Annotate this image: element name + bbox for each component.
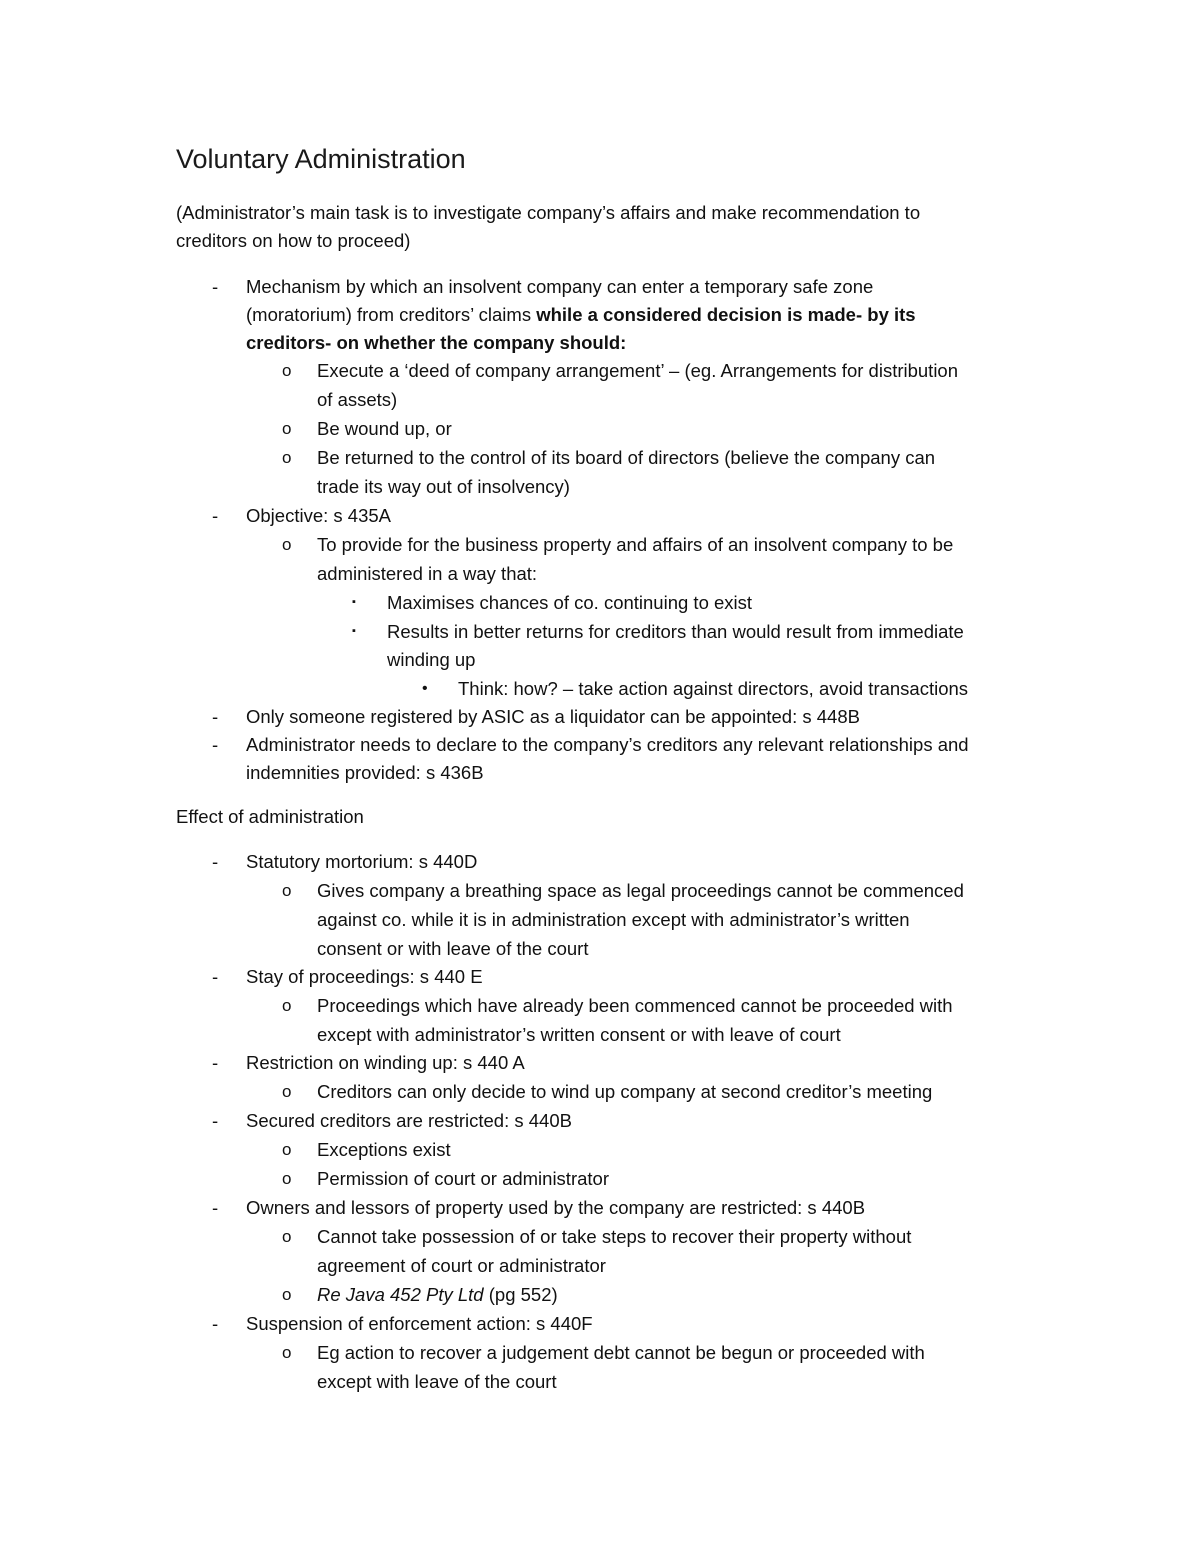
case-citation [317, 1280, 558, 1309]
sub-sub-item: Results in better returns for creditors than would result from immediate [387, 621, 964, 642]
circle-bullet: o [282, 419, 292, 438]
dash-bullet: - [212, 851, 219, 872]
list-item: Objective: s 435A [246, 505, 391, 526]
case-page-ref: (pg 552) [483, 1284, 558, 1305]
dash-bullet: - [212, 966, 219, 987]
square-bullet: ▪ [352, 596, 356, 608]
circle-bullet: o [282, 448, 292, 467]
sub-item-continuation: except with leave of the court [317, 1371, 557, 1392]
list-item: Owners and lessors of property used by the company are restricted: s 440B [246, 1197, 866, 1218]
sub-item: Gives company a breathing space as legal proceedings cannot be commenced [317, 880, 964, 901]
list-item: Administrator needs to declare to the company’s creditors any relevant relationships and [246, 734, 969, 755]
list-item: Only someone registered by ASIC as a liquidator can be appointed: s 448B [246, 706, 860, 727]
section-heading: Effect of administration [176, 806, 364, 827]
circle-bullet: o [282, 1140, 292, 1159]
circle-bullet: o [282, 881, 292, 900]
circle-bullet: o [282, 1082, 292, 1101]
dash-bullet: - [212, 1052, 219, 1073]
dot-bullet: • [422, 680, 428, 697]
intro-line: creditors on how to proceed) [176, 230, 411, 251]
circle-bullet: o [282, 996, 292, 1015]
sub-item: Exceptions exist [317, 1139, 451, 1160]
sub-sub-item: Maximises chances of co. continuing to exist [387, 592, 753, 613]
dash-bullet: - [212, 276, 219, 297]
note-item: Think: how? – take action against directors, avoid transactions [458, 678, 969, 699]
circle-bullet: o [282, 535, 292, 554]
circle-bullet: o [282, 1227, 292, 1246]
list-item-continuation: (moratorium) from creditors’ claims while a considered decision is made- by its [246, 304, 916, 325]
sub-item: Permission of court or administrator [317, 1168, 609, 1189]
sub-item: Eg action to recover a judgement debt cannot be begun or proceeded with [317, 1342, 925, 1363]
circle-bullet: o [282, 361, 292, 380]
sub-item: Creditors can only decide to wind up company at second creditor’s meeting [317, 1081, 933, 1102]
sub-item-continuation: administered in a way that: [317, 563, 538, 584]
sub-item: Proceedings which have already been commenced cannot be proceeded with [317, 995, 953, 1016]
intro-line: (Administrator’s main task is to investigate company’s affairs and make recommendation to [176, 202, 921, 223]
sub-item: Be returned to the control of its board of directors (believe the company can [317, 447, 936, 468]
dash-bullet: - [212, 1313, 219, 1334]
list-item-continuation: indemnities provided: s 436B [246, 762, 484, 783]
sub-item-continuation: consent or with leave of the court [317, 938, 589, 959]
list-item-continuation: creditors- on whether the company should: [246, 332, 627, 353]
sub-item: Cannot take possession of or take steps to recover their property without [317, 1226, 912, 1247]
dash-bullet: - [212, 1110, 219, 1131]
sub-item-continuation: against co. while it is in administration except with administrator’s written [317, 909, 910, 930]
sub-item-continuation: of assets) [317, 389, 398, 410]
sub-sub-item-continuation: winding up [387, 649, 476, 670]
page-title: Voluntary Administration [176, 144, 466, 174]
sub-item-continuation: trade its way out of insolvency) [317, 476, 570, 497]
circle-bullet: o [282, 1169, 292, 1188]
list-item: Suspension of enforcement action: s 440F [246, 1313, 593, 1334]
sub-item: Execute a ‘deed of company arrangement’ – (eg. Arrangements for distribution [317, 360, 959, 381]
sub-item-continuation: except with administrator’s written consent or with leave of court [317, 1024, 841, 1045]
sub-item: Be wound up, or [317, 418, 452, 439]
circle-bullet: o [282, 1343, 292, 1362]
dash-bullet: - [212, 505, 219, 526]
case-name: Re Java 452 Pty Ltd [317, 1284, 484, 1305]
list-item: Statutory mortorium: s 440D [246, 851, 478, 872]
dash-bullet: - [212, 706, 219, 727]
circle-bullet: o [282, 1285, 292, 1304]
square-bullet: ▪ [352, 625, 356, 637]
sub-item: To provide for the business property and affairs of an insolvent company to be [317, 534, 954, 555]
sub-item-continuation: agreement of court or administrator [317, 1255, 606, 1276]
list-item: Restriction on winding up: s 440 A [246, 1052, 525, 1073]
list-item: Mechanism by which an insolvent company can enter a temporary safe zone [246, 276, 874, 297]
list-item: Secured creditors are restricted: s 440B [246, 1110, 572, 1131]
list-item: Stay of proceedings: s 440 E [246, 966, 483, 987]
dash-bullet: - [212, 1197, 219, 1218]
dash-bullet: - [212, 734, 219, 755]
